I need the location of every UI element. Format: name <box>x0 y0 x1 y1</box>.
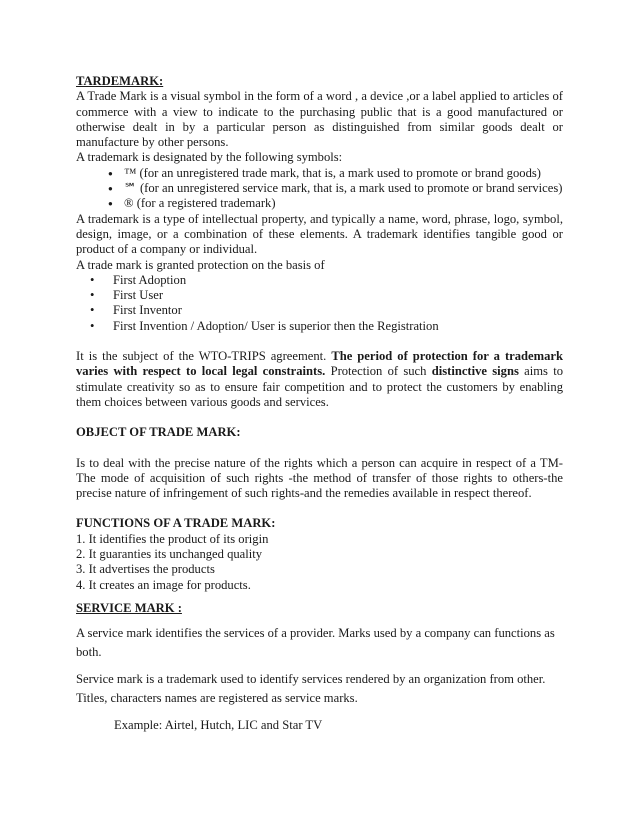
service-mark-para2: Service mark is a trademark used to identify services rendered by an organization from other. Titles, characters names are registered as service marks. <box>76 672 546 706</box>
function-item: 1. It identifies the product of its origin <box>76 531 269 546</box>
trademark-definition: A trademark is a type of intellectual property, and typically a name, word, phrase, logo, symbol, design, image, or a combination of these elements. A trademark identifies tangible good or product of a company or individual. <box>76 211 563 257</box>
object-text: Is to deal with the precise nature of the rights which a person can acquire in respect of a TM-The mode of acquisition of such rights -the method of transfer of those rights to others-the precise nature of infringement of such rights-and the remedies available in respect thereof. <box>76 455 563 501</box>
list-item: ● ® (for a registered trademark) <box>108 196 563 211</box>
object-heading: OBJECT OF TRADE MARK: <box>76 425 241 440</box>
trademark-intro: A Trade Mark is a visual symbol in the form of a word , a device ,or a label applied to articles of commerce with a view to indicate to the purchasing public that is a good manufactured or otherwise dealt in by a particular person as distinguished from similar goods dealt or manufacture by other persons. <box>76 89 563 150</box>
function-item: 4. It creates an image for products. <box>76 577 251 592</box>
protection-intro: A trade mark is granted protection on the basis of <box>76 257 325 272</box>
list-item: • First User <box>90 288 563 303</box>
distinctive-signs-bold: distinctive signs <box>431 364 519 379</box>
protection-period-bold: The period of protection for a trademark varies with respect to local legal constraints. <box>76 349 564 379</box>
protection-basis-list <box>76 273 563 334</box>
list-item: • First Invention / Adoption/ User is superior then the Registration <box>90 319 563 334</box>
trademark-heading: TARDEMARK: <box>76 74 164 88</box>
symbols-list <box>76 166 563 212</box>
service-mark-heading: SERVICE MARK : <box>76 600 182 615</box>
list-item: • First Inventor <box>90 303 563 318</box>
list-item: • First Adoption <box>90 273 563 288</box>
function-item: 3. It advertises the products <box>76 562 215 577</box>
functions-heading: FUNCTIONS OF A TRADE MARK: <box>76 516 276 531</box>
service-mark-para1: A service mark identifies the services of a provider. Marks used by a company can functions as both. <box>76 626 555 660</box>
wto-paragraph: It is the subject of the WTO-TRIPS agreement. The period of protection for a trademark varies with respect to local legal constraints. Protection of such distinctive signs aims to stimulate creativity so as to ensure fair competition and to protect the customers by enabling them choices between various goods and services. <box>76 349 564 409</box>
list-item: ● ™ (for an unregistered trade mark, that is, a mark used to promote or brand goods) <box>108 166 563 181</box>
symbols-intro: A trademark is designated by the following symbols: <box>76 150 343 165</box>
service-mark-example: Example: Airtel, Hutch, LIC and Star TV <box>114 718 323 733</box>
list-item: ● ℠ (for an unregistered service mark, that is, a mark used to promote or brand services) <box>108 181 563 196</box>
function-item: 2. It guaranties its unchanged quality <box>76 547 263 562</box>
document-page <box>76 74 563 735</box>
